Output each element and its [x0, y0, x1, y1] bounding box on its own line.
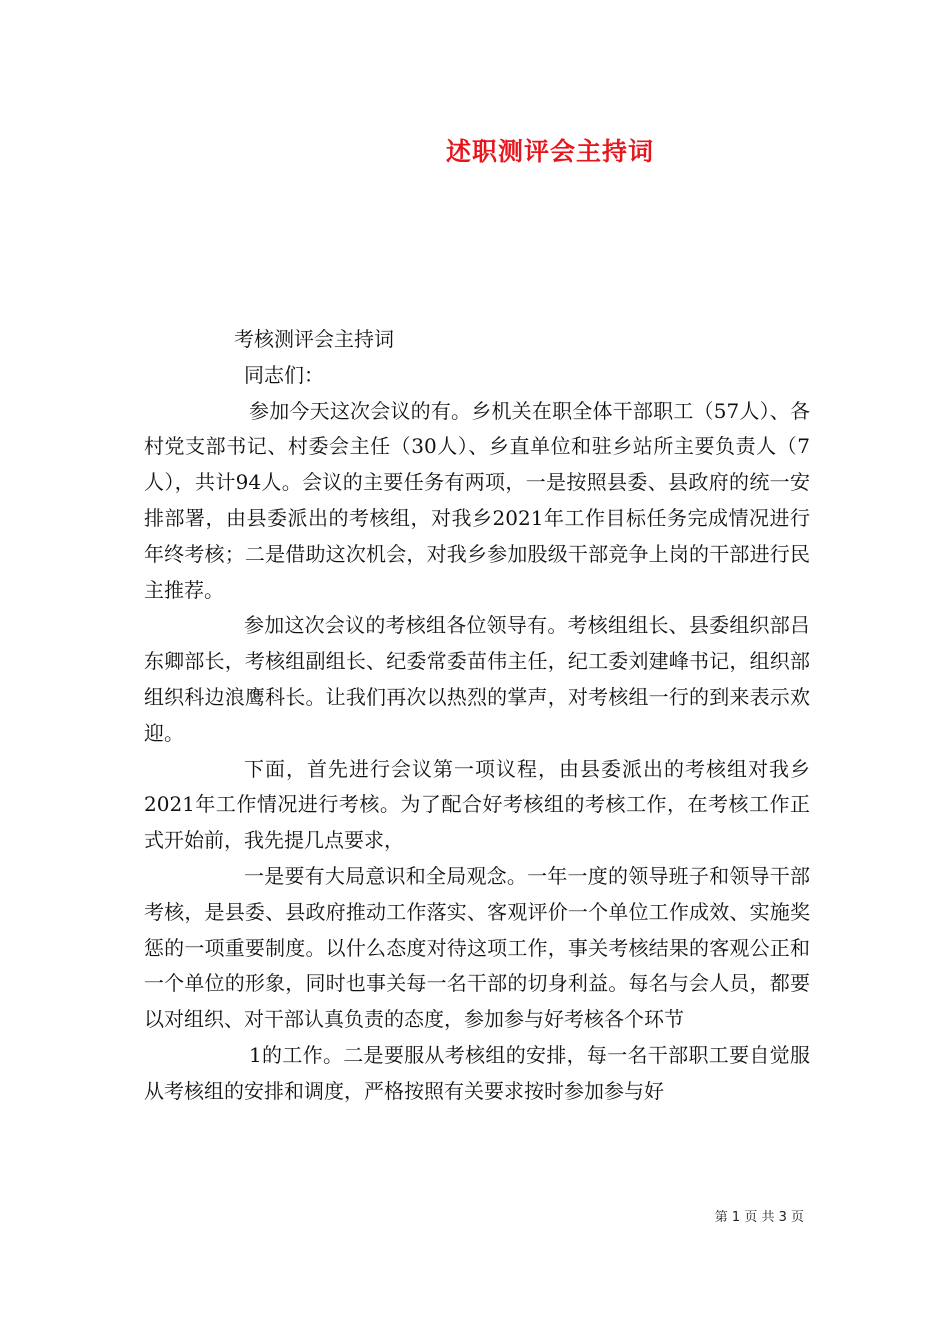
- document-body: [144, 322, 810, 1110]
- subtitle: 考核测评会主持词: [234, 327, 394, 351]
- paragraph-leaders: 参加这次会议的考核组各位领导有。考核组组长、县委组织部吕东卿部长，考核组副组长、纪委常委苗伟主任，纪工委刘建峰书记，组织部组织科边浪鹰科长。让我们再次以热烈的掌声，对考核组一行的到来表示欢迎。: [144, 613, 810, 745]
- page-footer: 第 1 页 共 3 页: [714, 1210, 804, 1225]
- paragraph-requirement-one: 一是要有大局意识和全局观念。一年一度的领导班子和领导干部考核，是县委、县政府推动工作落实、客观评价一个单位工作成效、实施奖惩的一项重要制度。以什么态度对待这项工作，事关考核结果的客观公正和一个单位的形象，同时也事关每一名干部的切身利益。每名与会人员，都要以对组织、对干部认真负责的态度，参加参与好考核各个环节: [144, 863, 810, 1032]
- paragraph-attendees: 参加今天这次会议的有。乡机关在职全体干部职工（57人）、各村党支部书记、村委会主任（30人）、乡直单位和驻乡站所主要负责人（7人），共计94人。会议的主要任务有两项，一是按照县委、县政府的统一安排部署，由县委派出的考核组，对我乡2021年工作目标任务完成情况进行年终考核；二是借助这次机会，对我乡参加股级干部竞争上岗的干部进行民主推荐。: [144, 398, 810, 602]
- paragraph-requirement-two: 1的工作。二是要服从考核组的安排，每一名干部职工要自觉服从考核组的安排和调度，严格按照有关要求按时参加参与好: [144, 1042, 810, 1103]
- document-title: 述职测评会主持词: [445, 137, 654, 166]
- paragraph-agenda: 下面，首先进行会议第一项议程，由县委派出的考核组对我乡2021年工作情况进行考核。为了配合好考核组的考核工作，在考核工作正式开始前，我先提几点要求，: [144, 756, 810, 853]
- greeting: 同志们：: [244, 362, 324, 387]
